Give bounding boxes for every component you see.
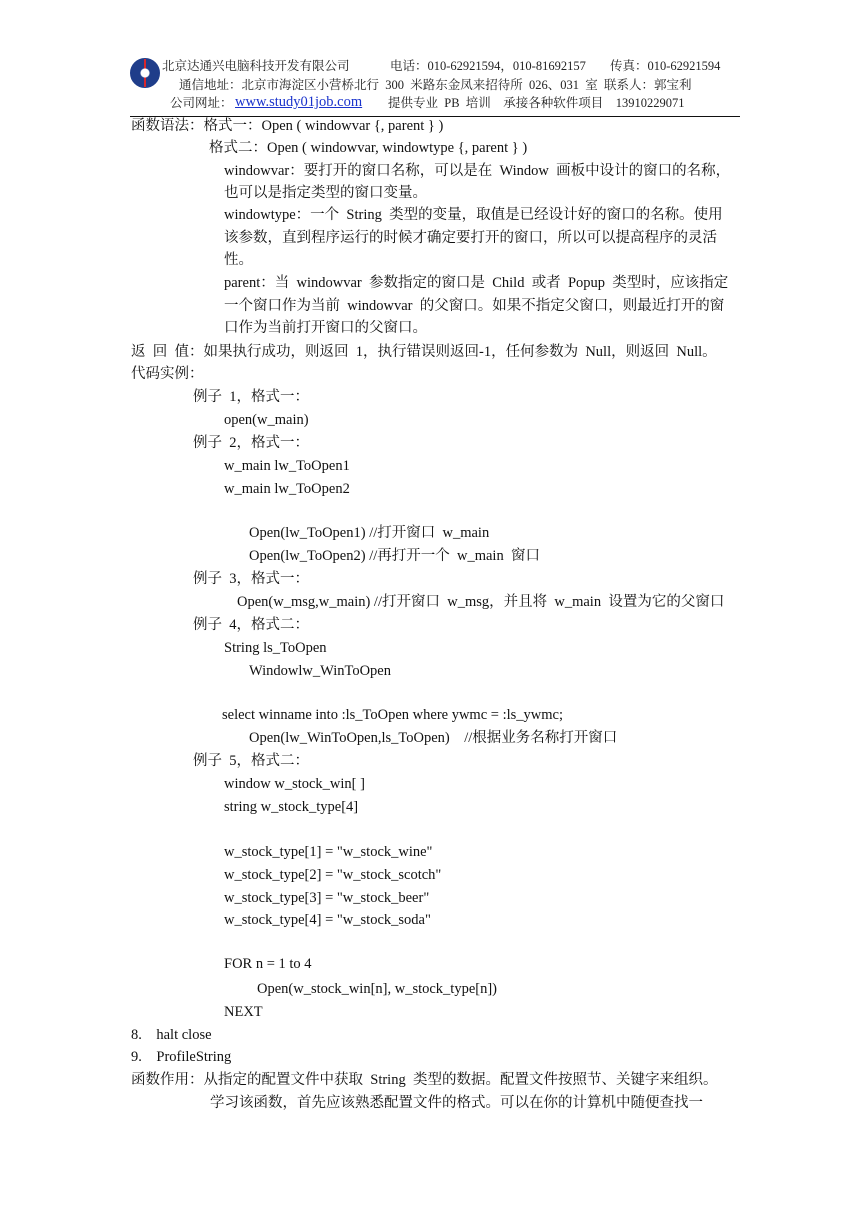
website-link[interactable]: www.study01job.com [235,94,363,110]
company-phone: 电话：010-62921594，010-81692157 [390,59,586,73]
syntax-format-2: 格式二：Open ( windowvar, windowtype {, parent } ) [209,140,528,156]
code-line: Open(w_stock_win[n], w_stock_type[n]) [257,981,498,997]
company-logo [130,58,160,88]
function-purpose: 函数作用：从指定的配置文件中获取 String 类型的数据。配置文件按照节、关键字来组织。 [131,1072,718,1088]
code-line: w_stock_type[3] = "w_stock_beer" [224,890,430,906]
function-purpose-cont: 学习该函数，首先应该熟悉配置文件的格式。可以在你的计算机中随便查找一 [210,1095,703,1111]
example-2-heading: 例子 2，格式一： [193,435,309,451]
company-slogan: 提供专业 PB 培训 承接各种软件项目 13910229071 [388,96,685,110]
company-fax: 传真：010-62921594 [610,59,721,73]
param-windowvar: windowvar：要打开的窗口名称，可以是在 Window 画板中设计的窗口的名称， [224,163,731,179]
code-line: w_stock_type[4] = "w_stock_soda" [224,912,431,928]
company-address: 通信地址：北京市海淀区小营桥北行 300 米路东金凤来招待所 026、031 室 联系人：郭宝利 [179,78,692,92]
code-line: FOR n = 1 to 4 [224,956,312,972]
code-line: window w_stock_win[ ] [224,776,365,792]
code-line: String ls_ToOpen [224,640,327,656]
param-windowvar-cont: 也可以是指定类型的窗口变量。 [224,185,427,201]
code-line: Open(lw_ToOpen2) //再打开一个 w_main 窗口 [249,548,540,564]
example-5-heading: 例子 5，格式二： [193,753,309,769]
param-parent-cont: 一个窗口作为当前 windowvar 的父窗口。如果不指定父窗口，则最近打开的窗 [224,298,725,314]
code-line: Open(w_msg,w_main) //打开窗口 w_msg，并且将 w_main 设置为它的父窗口 [237,594,725,610]
example-4-heading: 例子 4，格式二： [193,617,309,633]
code-line: w_main lw_ToOpen2 [224,481,350,497]
code-line: Open(lw_WinToOpen,ls_ToOpen) //根据业务名称打开窗口 [249,730,618,746]
param-windowtype-cont: 该参数，直到程序运行的时候才确定要打开的窗口，所以可以提高程序的灵活 [224,230,717,246]
code-line: open(w_main) [224,412,309,428]
example-1-heading: 例子 1，格式一： [193,389,309,405]
website-label: 公司网址： [170,96,233,110]
syntax-format-1: 函数语法：格式一：Open ( windowvar {, parent } ) [131,118,444,134]
param-windowtype-cont2: 性。 [224,252,253,268]
code-line: string w_stock_type[4] [224,799,359,815]
code-line: select winname into :ls_ToOpen where ywmc = :ls_ywmc; [222,707,563,723]
header-rule [130,116,740,117]
code-line: Open(lw_ToOpen1) //打开窗口 w_main [249,525,490,541]
company-name: 北京达通兴电脑科技开发有限公司 [162,59,350,73]
param-parent: parent：当 windowvar 参数指定的窗口是 Child 或者 Popup 类型时，应该指定 [224,275,729,291]
code-line: w_stock_type[2] = "w_stock_scotch" [224,867,442,883]
code-example-heading: 代码实例： [131,366,204,382]
code-line: Windowlw_WinToOpen [249,663,391,679]
return-value: 返 回 值：如果执行成功，则返回 1，执行错误则返回-1，任何参数为 Null，则返回 Null。 [131,344,717,360]
section-item-9: 9. ProfileString [131,1049,232,1065]
code-line: NEXT [224,1004,263,1020]
code-line: w_stock_type[1] = "w_stock_wine" [224,844,433,860]
param-windowtype: windowtype：一个 String 类型的变量，取值是已经设计好的窗口的名称。使用 [224,207,723,223]
section-item-8: 8. halt close [131,1027,212,1043]
param-parent-cont2: 口作为当前打开窗口的父窗口。 [224,320,427,336]
code-line: w_main lw_ToOpen1 [224,458,350,474]
example-3-heading: 例子 3，格式一： [193,571,309,587]
